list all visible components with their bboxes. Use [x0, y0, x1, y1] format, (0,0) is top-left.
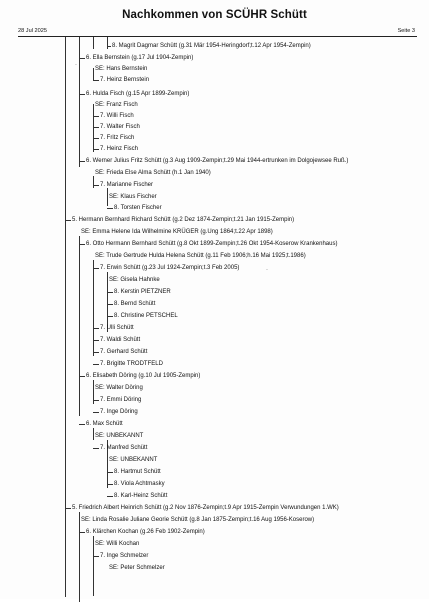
- entry-text: 7. Inge Döring: [100, 409, 138, 415]
- tree-connector: [93, 352, 99, 353]
- list-item: [81, 228, 273, 236]
- list-item: [100, 145, 138, 153]
- tree-connector: [107, 316, 113, 317]
- tree-line-klaerchen: [93, 536, 94, 596]
- entry-text: 8. Magrit Dagmar Schütt (g.31 Mär 1954-Heringdorf;t.12 Apr 1954-Zempin): [112, 43, 311, 49]
- tree-line-marianne: [107, 188, 108, 200]
- tree-line-manfred-se: [107, 452, 108, 488]
- list-item: [95, 65, 147, 73]
- entry-text: 7. Gerhard Schütt: [100, 349, 148, 355]
- scan-speck: ·: [266, 267, 268, 273]
- list-item: [109, 193, 157, 201]
- tree-connector: [93, 448, 99, 449]
- tree-connector: [79, 376, 85, 377]
- list-item: [100, 360, 163, 368]
- entry-text: SE: Trude Gertrude Hulda Helena Schütt (g.11 Feb 1906;h.16 Mai 1925;t.1986): [95, 253, 306, 259]
- list-item: [100, 552, 148, 560]
- list-item: [95, 252, 306, 260]
- entry-text: 5. Hermann Bernhard Richard Schütt (g.2 Dez 1874-Zempin;t.21 Jan 1915-Zempin): [72, 217, 295, 223]
- entry-text: SE: UNBEKANNT: [109, 457, 158, 463]
- list-item: [114, 204, 162, 212]
- tree-connector: [79, 94, 85, 95]
- entry-text: SE: Emma Helene Ida Wilhelmine KRÜGER (g.Ung 1864;t.22 Apr 1898): [81, 229, 273, 235]
- tree-line-level-5: [65, 37, 66, 597]
- entry-text: SE: Franz Fisch: [95, 102, 138, 108]
- tree-connector: [107, 304, 113, 305]
- entry-text: 7. Inge Schmelzer: [100, 553, 149, 559]
- tree-line-erwin: [107, 272, 108, 284]
- list-item: [109, 456, 157, 464]
- tree-connector: [65, 220, 71, 221]
- tree-line-hulda: [93, 104, 94, 152]
- list-item: [100, 348, 147, 356]
- tree-connector: [107, 208, 113, 209]
- entry-text: 7. Walter Fisch: [100, 124, 140, 130]
- tree-line-level-6-a: [79, 37, 80, 167]
- header-rule: [18, 36, 417, 37]
- entry-text: 8. Viola Achtmasky: [114, 481, 165, 487]
- tree-connector: [79, 532, 85, 533]
- tree-connector: [107, 496, 113, 497]
- tree-line-level-7-a: [93, 37, 94, 49]
- list-item: [100, 264, 239, 272]
- list-item: [100, 181, 153, 189]
- tree-connector: [93, 328, 99, 329]
- list-item: [86, 420, 123, 428]
- print-date: 28 Jul 2025: [18, 28, 47, 34]
- entry-text: 7. Marianne Fischer: [100, 182, 154, 188]
- list-item: [109, 564, 165, 572]
- list-item: [114, 480, 165, 488]
- tree-connector: [93, 412, 99, 413]
- entry-text: SE: Gisela Hahnke: [109, 277, 160, 283]
- list-item: [100, 112, 134, 120]
- entry-text: 7. Waldi Schütt: [100, 337, 141, 343]
- entry-text: SE: Willi Kochan: [95, 541, 140, 547]
- entry-text: 6. Max Schütt: [86, 421, 123, 427]
- list-item: [95, 432, 143, 440]
- list-item: [100, 408, 138, 416]
- tree-connector: [79, 244, 85, 245]
- list-item: [86, 90, 189, 98]
- entry-text: SE: Walter Döring: [95, 385, 143, 391]
- list-item: [95, 384, 143, 392]
- page-number: Seite 3: [397, 28, 415, 34]
- list-item: [86, 54, 193, 62]
- list-item: [86, 528, 205, 536]
- tree-connector: [65, 508, 71, 509]
- list-item: [100, 123, 140, 131]
- entry-text: 7. Heinz Fisch: [100, 146, 139, 152]
- entry-text: 5. Friedrich Albert Heinrich Schütt (g.2 Nov 1876-Zempin;t.9 Apr 1915-Zempin Verwundungen 1.WK): [72, 505, 339, 511]
- entry-text: SE: UNBEKANNT: [95, 433, 144, 439]
- list-item: [100, 324, 134, 332]
- tree-connector: [93, 138, 99, 139]
- entry-text: 6. Werner Julius Fritz Schütt (g.3 Aug 1909-Zempin;t.29 Mai 1944-ertrunken im Dolgojewsee Ruß.): [86, 158, 349, 164]
- list-item: [114, 492, 167, 500]
- list-item: [86, 372, 200, 380]
- entry-text: 6. Otto Hermann Bernhard Schütt (g.8 Okt 1899-Zempin;t.26 Okt 1954-Koserow Krankenhaus): [86, 241, 338, 247]
- list-item: [86, 157, 348, 165]
- tree-connector: [93, 268, 99, 269]
- tree-connector: [93, 185, 99, 186]
- list-item: [109, 276, 160, 284]
- entry-text: 6. Elisabeth Döring (g.10 Jul 1905-Zempin): [86, 373, 201, 379]
- entry-text: SE: Linda Rosalie Juliane Georie Schütt (g.8 Jan 1875-Zempin;t.16 Aug 1956-Koserow): [81, 517, 315, 523]
- entry-text: 7. Heinz Bernstein: [100, 77, 150, 83]
- list-item: [72, 504, 339, 512]
- tree-line-level-8-a: [107, 37, 108, 49]
- tree-line-friedrich-children: [79, 512, 80, 602]
- tree-connector: [93, 364, 99, 365]
- document-title: Nachkommen von SCÜHR Schütt: [122, 9, 307, 21]
- list-item: [100, 336, 140, 344]
- entry-text: 8. Christine PETSCHEL: [114, 313, 178, 319]
- list-item: [114, 312, 178, 320]
- tree-connector: [93, 80, 99, 81]
- tree-connector: [107, 472, 113, 473]
- entry-text: 6. Ella Bernstein (g.17 Jul 1904-Zempin): [86, 55, 194, 61]
- entry-text: 7. Manfred Schütt: [100, 445, 148, 451]
- tree-line-ella: [93, 68, 94, 80]
- entry-text: 7. Brigitte TRODTFELD: [100, 361, 163, 367]
- list-item: [112, 42, 311, 50]
- list-item: [95, 101, 138, 109]
- list-item: [72, 216, 294, 224]
- entry-text: 7. Fritz Fisch: [100, 135, 135, 141]
- entry-text: SE: Frieda Else Alma Schütt (h.1 Jan 1940): [95, 170, 211, 176]
- list-item: [114, 300, 155, 308]
- list-item: [100, 444, 147, 452]
- scan-speck: ·: [75, 62, 77, 68]
- tree-connector: [93, 340, 99, 341]
- tree-connector: [93, 556, 99, 557]
- list-item: [100, 76, 149, 84]
- entry-text: SE: Peter Schmelzer: [109, 565, 165, 571]
- entry-text: SE: Klaus Fischer: [109, 194, 157, 200]
- tree-connector: [93, 400, 99, 401]
- tree-line-max: [93, 428, 94, 440]
- entry-text: 8. Bernd Schütt: [114, 301, 156, 307]
- entry-text: 7. Emmi Döring: [100, 397, 142, 403]
- tree-line-hermann-children: [79, 236, 80, 416]
- list-item: [81, 516, 314, 524]
- tree-connector: [79, 58, 85, 59]
- entry-text: 8. Karl-Heinz Schütt: [114, 493, 168, 499]
- tree-connector: [93, 149, 99, 150]
- tree-line-klaus: [107, 200, 108, 206]
- list-item: [95, 169, 211, 177]
- list-item: [100, 134, 134, 142]
- entry-text: 7. Willi Fisch: [100, 113, 134, 119]
- list-item: [114, 288, 171, 296]
- list-item: [95, 540, 139, 548]
- list-item: [86, 240, 337, 248]
- entry-text: 7. Erwin Schütt (g.23 Jul 1924-Zempin;t.3 Feb 2005): [100, 265, 240, 271]
- tree-connector: [107, 46, 111, 47]
- tree-connector: [93, 127, 99, 128]
- entry-text: 6. Klärchen Kochan (g.26 Feb 1902-Zempin): [86, 529, 205, 535]
- tree-connector: [79, 424, 85, 425]
- entry-text: 6. Hulda Fisch (g.15 Apr 1899-Zempin): [86, 91, 190, 97]
- entry-text: SE: Hans Bernstein: [95, 66, 148, 72]
- entry-text: 8. Kerstin PIETZNER: [114, 289, 171, 295]
- tree-connector: [93, 116, 99, 117]
- list-item: [114, 468, 161, 476]
- entry-text: 7. Ulli Schütt: [100, 325, 134, 331]
- list-item: [100, 396, 141, 404]
- entry-text: 8. Hartmut Schütt: [114, 469, 161, 475]
- tree-connector: [107, 484, 113, 485]
- tree-line-werner: [93, 176, 94, 188]
- tree-connector: [79, 161, 85, 162]
- tree-connector: [107, 292, 113, 293]
- entry-text: 8. Torsten Fischer: [114, 205, 162, 211]
- tree-line-otto: [93, 260, 94, 356]
